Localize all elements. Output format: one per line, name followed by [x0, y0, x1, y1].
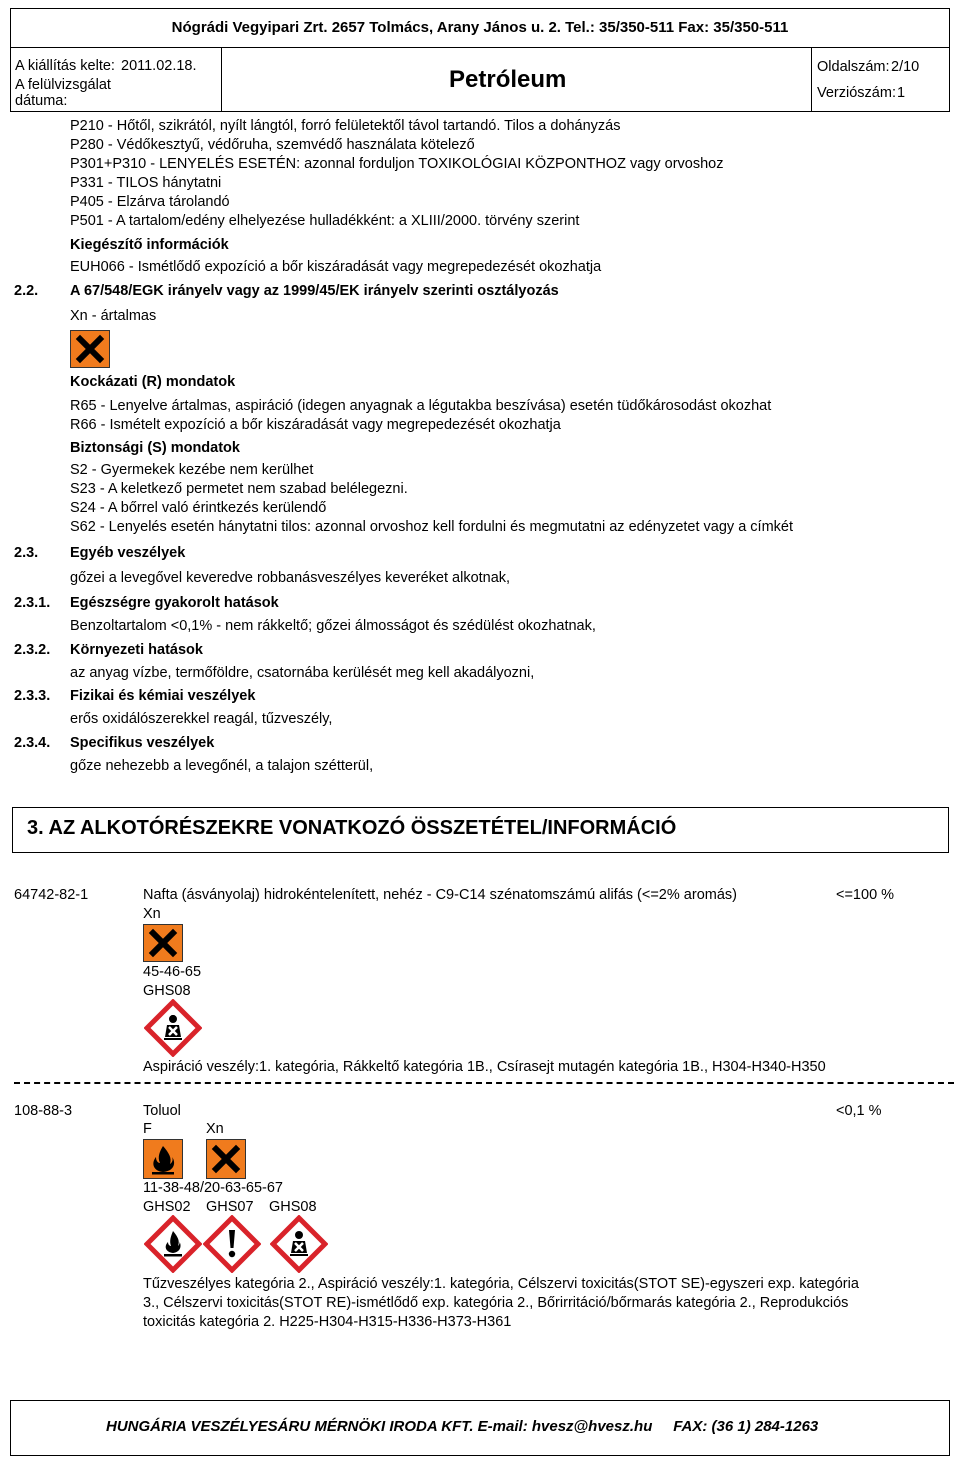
hazard-text: Benzoltartalom <0,1% - nem rákkeltő; gőzei álmosságot és szédülést okozhatnak,	[70, 618, 596, 634]
classification-text: Aspiráció veszély:1. kategória, Rákkeltő kategória 1B., Csírasejt mutagén kategória 1B., H304-H340-H350	[143, 1059, 826, 1075]
section-number: 2.3.2.	[14, 642, 51, 658]
classification-text: 3., Célszervi toxicitás(STOT RE)-ismétlődő exp. kategória 2., Bőrirritáció/bőrmarás kategória 2., Reprodukciós	[143, 1295, 849, 1311]
section-heading: Környezeti hatások	[70, 642, 203, 658]
r-phrase-codes: 45-46-65	[143, 964, 202, 980]
document-title: Petróleum	[449, 66, 567, 93]
xn-harmful-icon	[143, 924, 183, 962]
exclamation-mark-icon	[203, 1215, 261, 1273]
issue-date-label: A kiállítás kelte:	[15, 58, 115, 74]
classification-text: toxicitás kategória 2. H225-H304-H315-H336-H373-H361	[143, 1314, 512, 1330]
euh-statement: EUH066 - Ismétlődő expozíció a bőr kiszáradását vagy megrepedezését okozhatja	[70, 259, 602, 275]
supplementary-heading: Kiegészítő információk	[70, 237, 229, 253]
concentration: <0,1 %	[836, 1103, 882, 1119]
review-date-label: A felülvizsgálat	[15, 77, 111, 93]
component-name: Toluol	[143, 1103, 181, 1119]
section-heading: Fizikai és kémiai veszélyek	[70, 688, 256, 704]
s-phrase: S24 - A bőrrel való érintkezés kerülendő	[70, 500, 327, 516]
p-statement: P280 - Védőkesztyű, védőruha, szemvédő használata kötelező	[70, 137, 475, 153]
cas-number: 64742-82-1	[14, 887, 89, 903]
section-number: 2.2.	[14, 283, 39, 299]
hazard-symbol-code: F	[143, 1121, 152, 1137]
header-divider	[11, 47, 949, 48]
s-phrases-heading: Biztonsági (S) mondatok	[70, 440, 240, 456]
section-number: 2.3.4.	[14, 735, 51, 751]
classification-text: Tűzveszélyes kategória 2., Aspiráció veszély:1. kategória, Célszervi toxicitás(STOT SE)-egyszeri exp. kategória	[143, 1276, 859, 1292]
r-phrases-heading: Kockázati (R) mondatok	[70, 374, 236, 390]
ghs-code: GHS07	[206, 1199, 254, 1215]
issue-date: 2011.02.18.	[121, 58, 197, 74]
ghs-code: GHS08	[143, 983, 191, 999]
component-separator	[14, 1082, 954, 1084]
header-divider	[221, 47, 222, 111]
page-number: 2/10	[891, 59, 920, 75]
section-number: 2.3.1.	[14, 595, 51, 611]
section-number: 2.3.3.	[14, 688, 51, 704]
company-info: Nógrádi Vegyipari Zrt. 2657 Tolmács, Arany János u. 2. Tel.: 35/350-511 Fax: 35/350-511	[171, 19, 789, 36]
version-label: Verziószám:	[817, 85, 896, 101]
review-date-label: dátuma:	[15, 93, 68, 109]
r-phrase: R65 - Lenyelve ártalmas, aspiráció (idegen anyagnak a légutakba beszívása) esetén tüdőkárosodást okozhat	[70, 398, 772, 414]
hazard-text: az anyag vízbe, termőföldre, csatornába kerülését meg kell akadályozni,	[70, 665, 535, 681]
s-phrase: S23 - A keletkező permetet nem szabad belélegezni.	[70, 481, 408, 497]
xn-harmful-icon	[70, 330, 110, 368]
flame-ghs-icon	[144, 1215, 202, 1273]
section-3-title: 3. AZ ALKOTÓRÉSZEKRE VONATKOZÓ ÖSSZETÉTEL/INFORMÁCIÓ	[27, 817, 677, 839]
component-name: Nafta (ásványolaj) hidrokéntelenített, nehéz - C9-C14 szénatomszámú alifás (<=2% aromás)	[143, 887, 737, 903]
section-3-banner	[12, 807, 949, 853]
version-number: 1	[897, 85, 906, 101]
section-heading: Egészségre gyakorolt hatások	[70, 595, 279, 611]
ghs-code: GHS08	[269, 1199, 317, 1215]
s-phrase: S62 - Lenyelés esetén hánytatni tilos: azonnal orvoshoz kell fordulni és megmutatni az edényzetet vagy a címkét	[70, 519, 793, 535]
section-heading: A 67/548/EGK irányelv vagy az 1999/45/EK irányelv szerinti osztályozás	[70, 283, 559, 299]
footer-text: HUNGÁRIA VESZÉLYESÁRU MÉRNÖKI IRODA KFT. E-mail: hvesz@hvesz.hu FAX: (36 1) 284-1263	[106, 1418, 819, 1435]
flammable-icon	[143, 1139, 183, 1179]
cas-number: 108-88-3	[14, 1103, 73, 1119]
p-statement: P501 - A tartalom/edény elhelyezése hulladékként: a XLIII/2000. törvény szerint	[70, 213, 580, 229]
p-statement: P210 - Hőtől, szikrától, nyílt lángtól, forró felületektől távol tartandó. Tilos a dohányzás	[70, 118, 621, 134]
r-phrase: R66 - Ismételt expozíció a bőr kiszáradását vagy megrepedezését okozhatja	[70, 417, 561, 433]
section-number: 2.3.	[14, 545, 39, 561]
r-phrase-codes: 11-38-48/20-63-65-67	[143, 1180, 283, 1196]
page-number-label: Oldalszám:	[817, 59, 890, 75]
hazard-symbol-code: Xn	[143, 906, 161, 922]
s-phrase: S2 - Gyermekek kezébe nem kerülhet	[70, 462, 314, 478]
hazard-symbol-code: Xn	[206, 1121, 224, 1137]
health-hazard-icon	[270, 1215, 328, 1273]
p-statement: P331 - TILOS hánytatni	[70, 175, 222, 191]
header-divider	[811, 47, 812, 111]
ghs-code: GHS02	[143, 1199, 191, 1215]
hazard-text: gőze nehezebb a levegőnél, a talajon szétterül,	[70, 758, 374, 774]
p-statement: P405 - Elzárva tárolandó	[70, 194, 230, 210]
health-hazard-icon	[144, 999, 202, 1057]
document-header	[10, 8, 950, 112]
section-heading: Egyéb veszélyek	[70, 545, 186, 561]
section-heading: Specifikus veszélyek	[70, 735, 215, 751]
concentration: <=100 %	[836, 887, 895, 903]
p-statement: P301+P310 - LENYELÉS ESETÉN: azonnal forduljon TOXIKOLÓGIAI KÖZPONTHOZ vagy orvoshoz	[70, 156, 724, 172]
xn-harmful-icon	[206, 1139, 246, 1179]
hazard-text: gőzei a levegővel keveredve robbanásveszélyes keveréket alkotnak,	[70, 570, 511, 586]
hazard-text: erős oxidálószerekkel reagál, tűzveszély,	[70, 711, 333, 727]
classification-text: Xn - ártalmas	[70, 308, 157, 324]
